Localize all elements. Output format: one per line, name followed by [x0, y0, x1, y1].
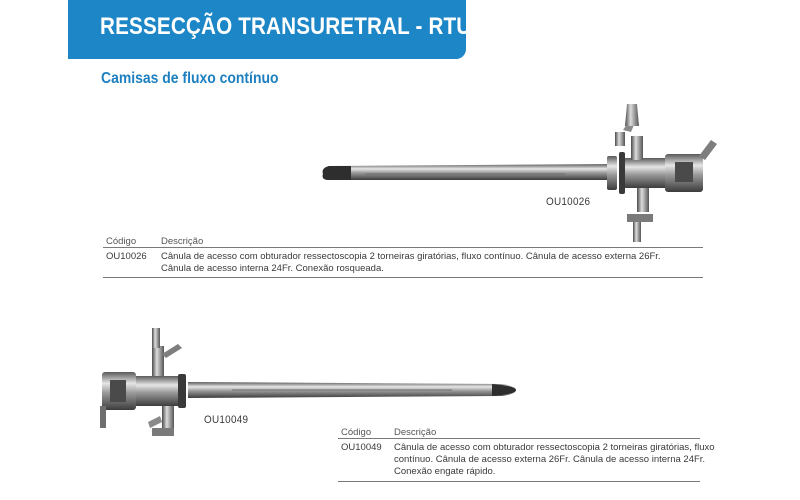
product-code-caption: OU10026: [546, 196, 591, 208]
table-cell-description: [394, 442, 715, 478]
table-cell-description: [161, 251, 661, 275]
page-title: RESSECÇÃO TRANSURETRAL - RTU: [100, 13, 472, 40]
description-line: Conexão engate rápido.: [394, 466, 496, 477]
instrument-image-ou10026: [315, 96, 725, 248]
product-code-caption: OU10049: [204, 414, 249, 426]
table-rule-top: [103, 247, 703, 248]
description-line: Cânula de acesso interna 24Fr. Conexão rosqueada.: [161, 263, 384, 274]
table-rule-bottom: [103, 277, 703, 278]
description-line: Cânula de acesso com obturador ressectoscopia 2 torneiras giratórias, fluxo contínuo. Cânula de acesso externa 26Fr.: [161, 251, 661, 262]
table-rule-top: [338, 438, 700, 439]
column-header-description: Descrição: [161, 236, 204, 247]
column-header-code: Código: [106, 236, 137, 247]
table-cell-code: OU10049: [341, 442, 382, 453]
table-cell-code: OU10026: [106, 251, 147, 262]
description-line: contínuo. Cânula de acesso externa 26Fr. Cânula de acesso interna 24Fr.: [394, 454, 706, 465]
table-rule-bottom: [338, 481, 700, 482]
column-header-description: Descrição: [394, 427, 437, 438]
column-header-code: Código: [341, 427, 372, 438]
description-line: Cânula de acesso com obturador ressectoscopia 2 torneiras giratórias, fluxo: [394, 442, 715, 453]
section-subtitle: Camisas de fluxo contínuo: [101, 70, 279, 87]
instrument-image-ou10049: [92, 324, 522, 449]
